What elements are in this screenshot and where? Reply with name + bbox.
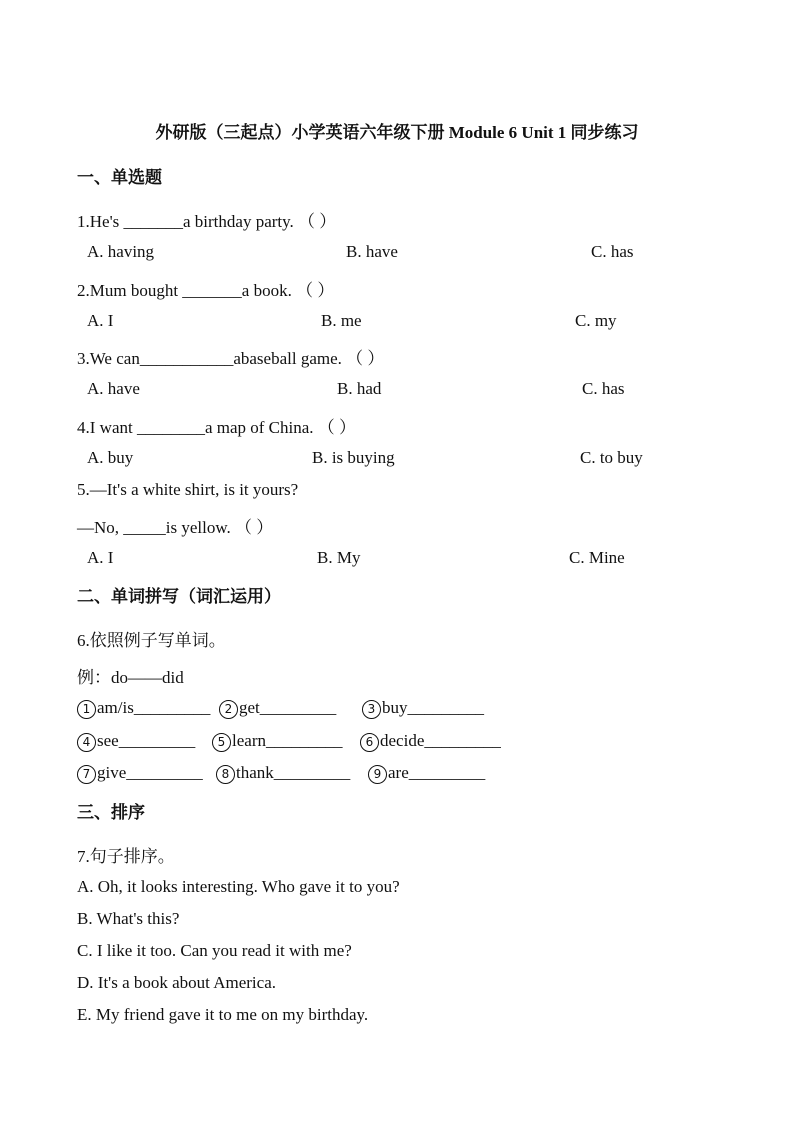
ordering-sentence-e: E. My friend gave it to me on my birthday. <box>77 1005 369 1024</box>
question-6-example: 例：do——did <box>77 668 184 687</box>
circled-number: 4 <box>77 733 96 752</box>
question-1-option-b: B. have <box>346 242 398 261</box>
word-item-text: get_________ <box>239 698 337 717</box>
word-item-9 <box>368 763 485 784</box>
question-4: 4.I want ________a map of China. （ ） <box>77 418 357 437</box>
ordering-sentence-d: D. It's a book about America. <box>77 973 276 992</box>
question-2-option-c: C. my <box>575 311 617 330</box>
question-1: 1.He's _______a birthday party. （ ） <box>77 212 337 231</box>
question-5-reply: —No, _____is yellow. （ ） <box>77 518 274 537</box>
word-item-text: see_________ <box>97 731 196 750</box>
word-item-8 <box>216 763 350 784</box>
circled-number: 7 <box>77 765 96 784</box>
question-3-option-a: A. have <box>87 379 140 398</box>
question-4-option-b: B. is buying <box>312 448 395 467</box>
section-heading-single-choice: 一、单选题 <box>77 168 162 187</box>
word-item-text: give_________ <box>97 763 203 782</box>
question-4-option-c: C. to buy <box>580 448 643 467</box>
question-2-option-a: A. I <box>87 311 114 330</box>
question-2: 2.Mum bought _______a book. （ ） <box>77 281 335 300</box>
question-5-option-b: B. My <box>317 548 361 567</box>
word-item-7 <box>77 763 203 784</box>
circled-number: 3 <box>362 700 381 719</box>
question-3: 3.We can___________abaseball game. （ ） <box>77 349 385 368</box>
question-7-prompt: 7.句子排序。 <box>77 847 175 866</box>
question-1-option-a: A. having <box>87 242 155 261</box>
word-item-5 <box>212 731 342 752</box>
ordering-sentence-b: B. What's this? <box>77 909 180 928</box>
section-heading-ordering: 三、排序 <box>77 803 145 822</box>
word-item-text: thank_________ <box>236 763 351 782</box>
question-4-option-a: A. buy <box>87 448 134 467</box>
word-item-4 <box>77 731 195 752</box>
word-item-text: learn_________ <box>232 731 343 750</box>
word-item-text: buy_________ <box>382 698 484 717</box>
circled-number: 1 <box>77 700 96 719</box>
word-item-text: decide_________ <box>380 731 501 750</box>
question-1-option-c: C. has <box>591 242 634 261</box>
word-item-2 <box>219 698 336 719</box>
question-3-option-c: C. has <box>582 379 625 398</box>
question-3-option-b: B. had <box>337 379 382 398</box>
question-5-option-a: A. I <box>87 548 114 567</box>
page-title: 外研版（三起点）小学英语六年级下册 Module 6 Unit 1 同步练习 <box>155 123 639 142</box>
word-item-1 <box>77 698 210 719</box>
question-6-prompt: 6.依照例子写单词。 <box>77 631 226 650</box>
circled-number: 2 <box>219 700 238 719</box>
circled-number: 5 <box>212 733 231 752</box>
ordering-sentence-c: C. I like it too. Can you read it with me? <box>77 941 352 960</box>
section-heading-spelling: 二、单词拼写（词汇运用） <box>77 587 281 606</box>
question-2-option-b: B. me <box>321 311 362 330</box>
circled-number: 9 <box>368 765 387 784</box>
word-item-text: are_________ <box>388 763 486 782</box>
circled-number: 8 <box>216 765 235 784</box>
circled-number: 6 <box>360 733 379 752</box>
question-5: 5.—It's a white shirt, is it yours? <box>77 480 299 499</box>
word-item-6 <box>360 731 501 752</box>
word-item-3 <box>362 698 484 719</box>
question-5-option-c: C. Mine <box>569 548 625 567</box>
word-item-text: am/is_________ <box>97 698 211 717</box>
ordering-sentence-a: A. Oh, it looks interesting. Who gave it to you? <box>77 877 400 896</box>
